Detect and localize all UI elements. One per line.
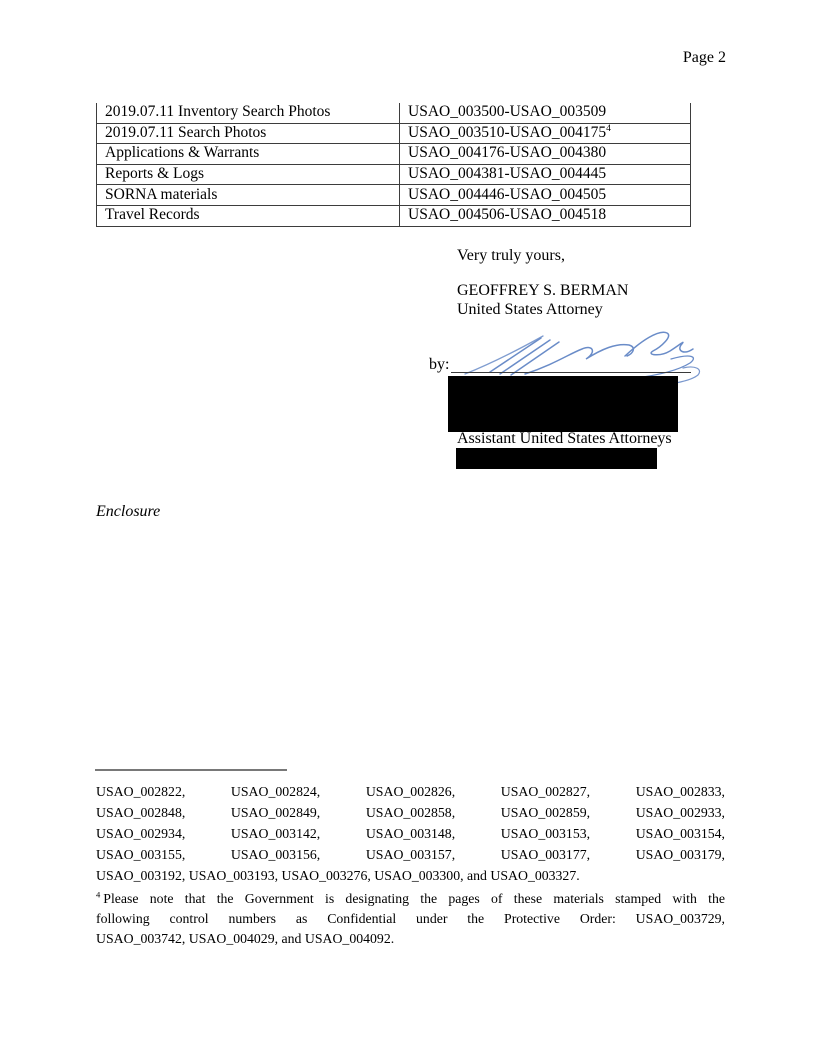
bates-range-cell (400, 164, 691, 185)
footnote-4 (96, 889, 725, 949)
record-category-cell: 2019.07.11 Inventory Search Photos (97, 103, 400, 123)
footnote-line: USAO_002848, USAO_002849, USAO_002858, USAO_002859, USAO_002933, (96, 804, 725, 820)
footnote-marker: 4 (96, 889, 101, 900)
table-row (97, 144, 691, 165)
table-row (97, 123, 691, 144)
bates-range-cell (400, 185, 691, 206)
attorney-name: GEOFFREY S. BERMAN (457, 282, 629, 299)
record-category-cell: SORNA materials (97, 185, 400, 206)
footnote-line: USAO_003192, USAO_003193, USAO_003276, USAO_003300, and USAO_003327. (96, 867, 580, 883)
footnote-ref: 4 (606, 123, 611, 134)
footnote-line: USAO_003155, USAO_003156, USAO_003157, USAO_003177, USAO_003179, (96, 846, 725, 862)
bates-range-text: USAO_004381-USAO_004445 (408, 165, 607, 183)
table-row (97, 205, 691, 226)
footnote-text: Please note that the Government is designating the pages of these materials stamped with the (103, 891, 725, 906)
footnote-separator-rule (95, 769, 287, 771)
footnote-line: USAO_002934, USAO_003142, USAO_003148, USAO_003153, USAO_003154, (96, 825, 725, 841)
bates-records-table (96, 103, 691, 227)
signature-line (451, 372, 691, 373)
redaction-box-large (448, 376, 678, 432)
by-label: by: (429, 356, 450, 373)
bates-range-cell (400, 123, 691, 144)
record-category-cell: Applications & Warrants (97, 144, 400, 165)
footnote-line: following control numbers as Confidential under the Protective Order: USAO_003729, (96, 911, 725, 926)
record-category-cell: Travel Records (97, 205, 400, 226)
bates-range-text: USAO_004446-USAO_004505 (408, 185, 607, 203)
footnote-line (96, 889, 725, 909)
bates-range-cell (400, 144, 691, 165)
footnote-continuation (96, 782, 725, 887)
footnote-line: USAO_002822, USAO_002824, USAO_002826, USAO_002827, USAO_002833, (96, 784, 725, 799)
bates-range-cell (400, 205, 691, 226)
bates-range-text: USAO_003510-USAO_004175 (408, 123, 607, 141)
table-row (97, 164, 691, 185)
enclosure-label: Enclosure (96, 503, 161, 520)
page-number: Page 2 (682, 49, 726, 66)
bates-range-text: USAO_003500-USAO_003509 (408, 103, 607, 121)
record-category-cell: Reports & Logs (97, 164, 400, 185)
bates-range-cell (400, 103, 691, 123)
footnote-line: USAO_003742, USAO_004029, and USAO_004092. (96, 931, 395, 946)
record-category-cell: 2019.07.11 Search Photos (97, 123, 400, 144)
table-row (97, 185, 691, 206)
redaction-box-small (456, 448, 657, 469)
assistant-attorneys-title: Assistant United States Attorneys (457, 430, 672, 447)
attorney-title: United States Attorney (457, 301, 603, 318)
bates-range-text: USAO_004506-USAO_004518 (408, 206, 607, 224)
bates-range-text: USAO_004176-USAO_004380 (408, 144, 607, 162)
closing-text: Very truly yours, (457, 247, 565, 264)
table-row (97, 103, 691, 123)
